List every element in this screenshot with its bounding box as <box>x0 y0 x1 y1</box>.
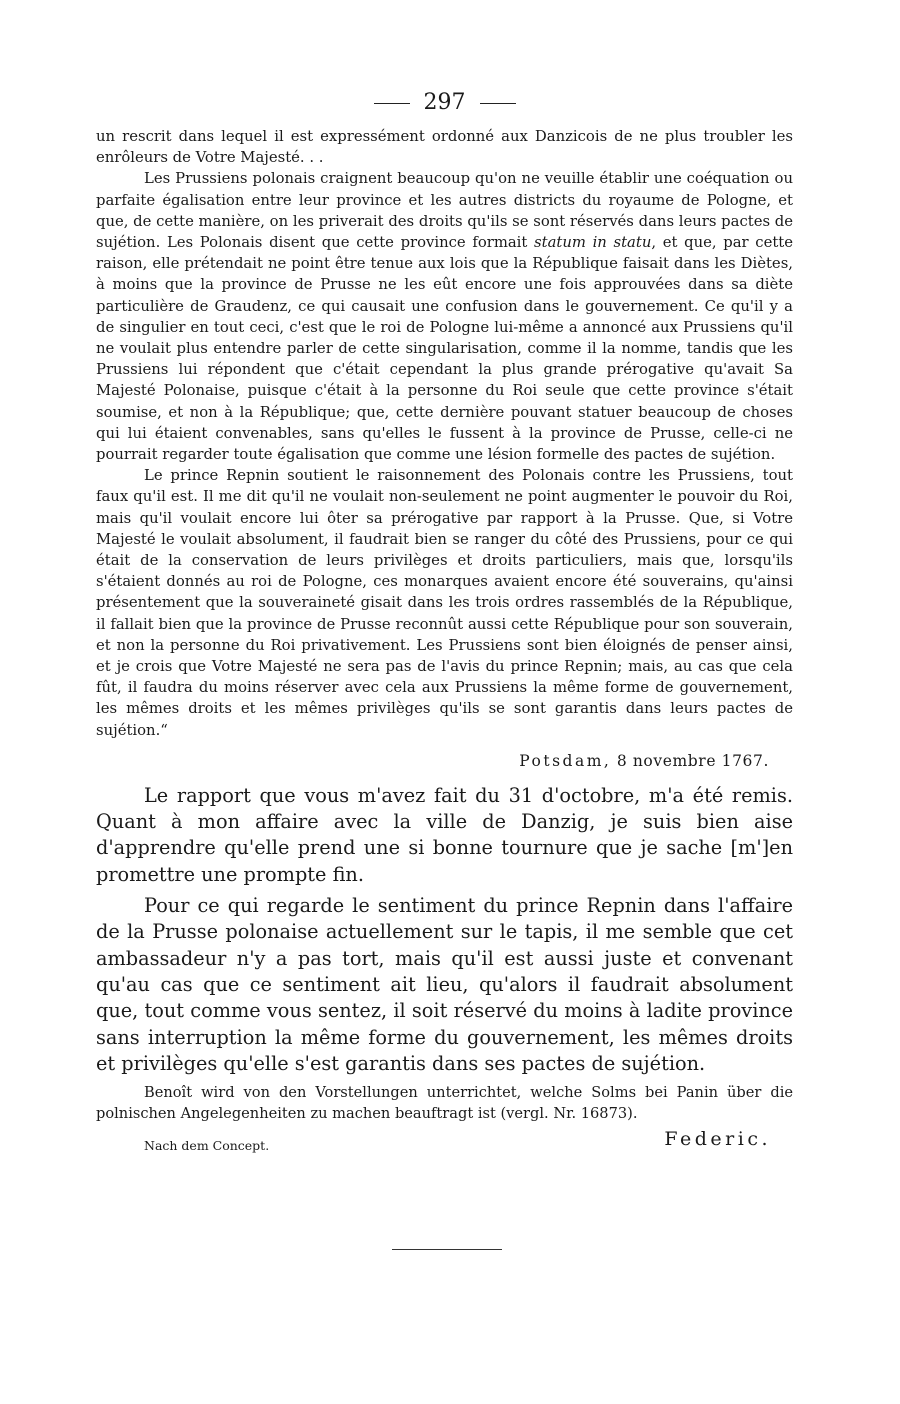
page-body <box>96 88 793 1162</box>
dateline-date: 8 novembre 1767. <box>616 751 769 770</box>
page-number: 297 <box>423 90 466 115</box>
signature: Federic. <box>664 1128 771 1151</box>
header-rule-right <box>480 103 516 104</box>
quote-paragraph-2-text-b: , et que, par cette raison, elle prétendait ne point être tenue aux lois que la République faisait dans les Diètes, à moins que la province de Prusse ne les eût encore une fois approuvées dans sa diète particulière de Graudenz, ce qui causait une confusion dans le gouvernement. Ce qu'il y a de singulier en tout ceci, c'est que le roi de Pologne lui-même a annoncé aux Prussiens qu'il ne voulait plus entendre parler de cette singularisation, comme il la nomme, tandis que les Prussiens lui répondent que c'était cependant la plus grande prérogative qu'avait Sa Majesté Polonaise, puisque c'était à la personne du Roi seule que cette province s'était soumise, et non à la République; que, cette dernière pouvant statuer beaucoup de choses qui lui étaient convenables, sans qu'elles le fussent à la province de Prusse, celle-ci ne pourrait regarder toute égalisation que comme une lésion formelle des pactes de sujétion. <box>96 234 793 464</box>
quoted-report <box>96 126 793 741</box>
reply-paragraph-1: Le rapport que vous m'avez fait du 31 d'octobre, m'a été remis. Quant à mon affaire avec la ville de Danzig, je suis bien aise d'apprendre qu'elle prend une si bonne tournure que je sache [m']en promettre une prompte fin. <box>96 783 793 886</box>
dateline <box>96 749 769 773</box>
page-header <box>96 88 793 118</box>
header-rule-left <box>374 103 410 104</box>
quote-paragraph-2 <box>96 168 793 465</box>
source-note: Nach dem Concept. <box>144 1138 270 1154</box>
reply-paragraph-2: Pour ce qui regarde le sentiment du prince Repnin dans l'affaire de la Prusse polonaise actuellement sur le tapis, il me semble que cet ambassadeur n'y a pas tort, mais qu'il est aussi juste et convenant qu'au cas que ce sentiment ait lieu, qu'alors il faudrait absolument que, tout comme vous sentez, il soit réservé du moins à ladite province sans interruption la même forme du gouvernement, les mêmes droits et privilèges qu'elle s'est garantis dans ses pactes de sujétion. <box>96 894 793 1075</box>
quote-paragraph-2-text-a: Les Prussiens polonais craignent beaucoup qu'on ne veuille établir une coéquation ou parfaite égalisation entre leur province et les autres districts du royaume de Pologne, et que, de cette manière, on les priverait des droits qu'ils se sont réservés dans leurs pactes de sujétion. Les Polonais disent que cette province formait <box>96 170 793 252</box>
editorial-note: Benoît wird von den Vorstellungen unterrichtet, welche Solms bei Panin über die polnischen Angelegenheiten zu machen beauftragt ist (vergl. Nr. 16873). <box>96 1084 793 1123</box>
page-footer <box>96 1128 793 1162</box>
royal-reply <box>96 783 793 1077</box>
end-rule <box>392 1249 502 1250</box>
latin-phrase: statum in statu <box>534 234 652 252</box>
dateline-place: Potsdam, <box>519 751 612 770</box>
quote-paragraph-1: un rescrit dans lequel il est expressément ordonné aux Danzicois de ne plus troubler les enrôleurs de Votre Majesté. . . <box>96 128 793 167</box>
quote-paragraph-3: Le prince Repnin soutient le raisonnement des Polonais contre les Prussiens, tout faux qu'il est. Il me dit qu'il ne voulait non-seulement ne point augmenter le pouvoir du Roi, mais qu'il voulait encore lui ôter sa prérogative par rapport à la Prusse. Que, si Votre Majesté le voulait absolument, il faudrait bien se ranger du côté des Prussiens, pour ce qui était de la conservation de leurs privilèges et droits particuliers, mais que, lorsqu'ils s'étaient donnés au roi de Pologne, ces monarques avaient encore été souverains, qu'ainsi présentement que la souveraineté gisait dans les trois ordres rassemblés de la République, il fallait bien que la province de Prusse reconnût aussi cette République pour son souverain, et non la personne du Roi privativement. Les Prussiens sont bien éloignés de penser ainsi, et je crois que Votre Majesté ne sera pas de l'avis du prince Repnin; mais, au cas que cela fût, il faudra du moins réserver avec cela aux Prussiens la même forme de gouvernement, les mêmes droits et les mêmes privilèges qu'ils se sont garantis dans leurs pactes de sujétion.“ <box>96 467 793 739</box>
